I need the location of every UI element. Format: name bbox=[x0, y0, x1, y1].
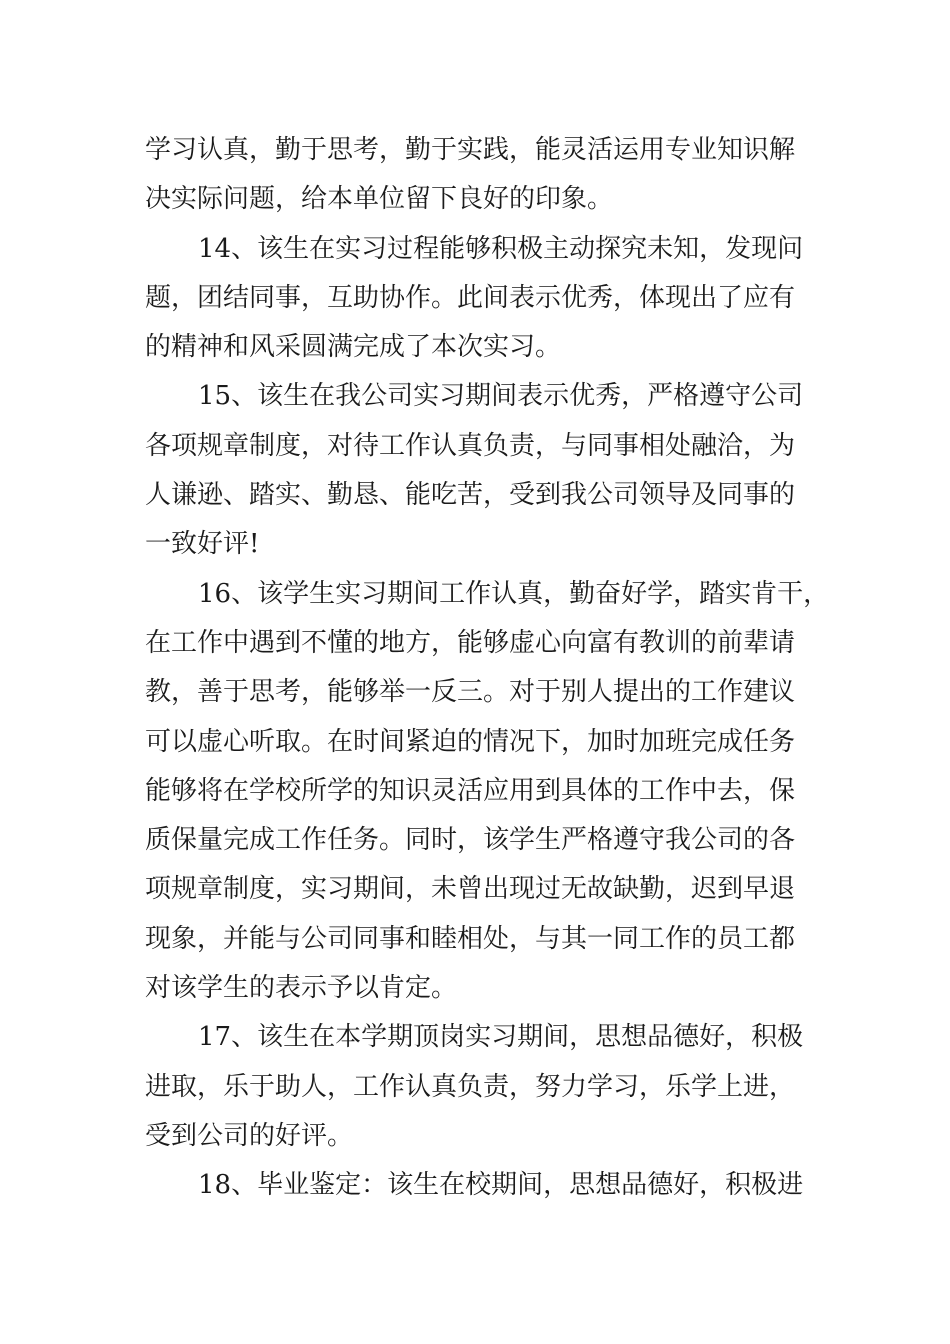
text-line: 在工作中遇到不懂的地方，能够虚心向富有教训的前辈请 bbox=[145, 627, 796, 658]
text-line: 的精神和风采圆满完成了本次实习。 bbox=[145, 332, 562, 363]
text-line: 对该学生的表示予以肯定。 bbox=[145, 973, 458, 1004]
paragraph-start-17: 17、该生在本学期顶岗实习期间，思想品德好，积极 bbox=[198, 1022, 804, 1053]
text-line: 受到公司的好评。 bbox=[145, 1120, 354, 1151]
text-line: 人谦逊、踏实、勤恳、能吃苦，受到我公司领导及同事的 bbox=[145, 480, 796, 511]
text-line: 决实际问题，给本单位留下良好的印象。 bbox=[145, 184, 614, 215]
text-line: 教，善于思考，能够举一反三。对于别人提出的工作建议 bbox=[145, 677, 796, 708]
text-line: 项规章制度，实习期间，未曾出现过无故缺勤，迟到早退 bbox=[145, 874, 796, 905]
document-body bbox=[145, 126, 830, 1211]
text-line: 现象，并能与公司同事和睦相处，与其一同工作的员工都 bbox=[145, 923, 796, 954]
text-line: 学习认真，勤于思考，勤于实践，能灵活运用专业知识解 bbox=[145, 135, 796, 165]
text-line: 进取，乐于助人，工作认真负责，努力学习，乐学上进， bbox=[145, 1071, 796, 1102]
text-line: 题，团结同事，互助协作。此间表示优秀，体现出了应有 bbox=[145, 282, 796, 313]
paragraph-start-18: 18、毕业鉴定：该生在校期间，思想品德好，积极进 bbox=[198, 1170, 804, 1201]
text-line: 各项规章制度，对待工作认真负责，与同事相处融洽，为 bbox=[145, 430, 796, 461]
paragraph-start-15: 15、该生在我公司实习期间表示优秀，严格遵守公司 bbox=[198, 381, 804, 412]
paragraph-start-14: 14、该生在实习过程能够积极主动探究未知，发现问 bbox=[198, 233, 804, 264]
text-line: 质保量完成工作任务。同时，该学生严格遵守我公司的各 bbox=[145, 825, 796, 856]
text-line: 一致好评! bbox=[145, 529, 260, 560]
paragraph-start-16: 16、该学生实习期间工作认真，勤奋好学，踏实肯干， bbox=[198, 578, 830, 609]
text-line: 能够将在学校所学的知识灵活应用到具体的工作中去，保 bbox=[145, 775, 796, 806]
text-line: 可以虚心听取。在时间紧迫的情况下，加时加班完成任务 bbox=[145, 726, 796, 757]
